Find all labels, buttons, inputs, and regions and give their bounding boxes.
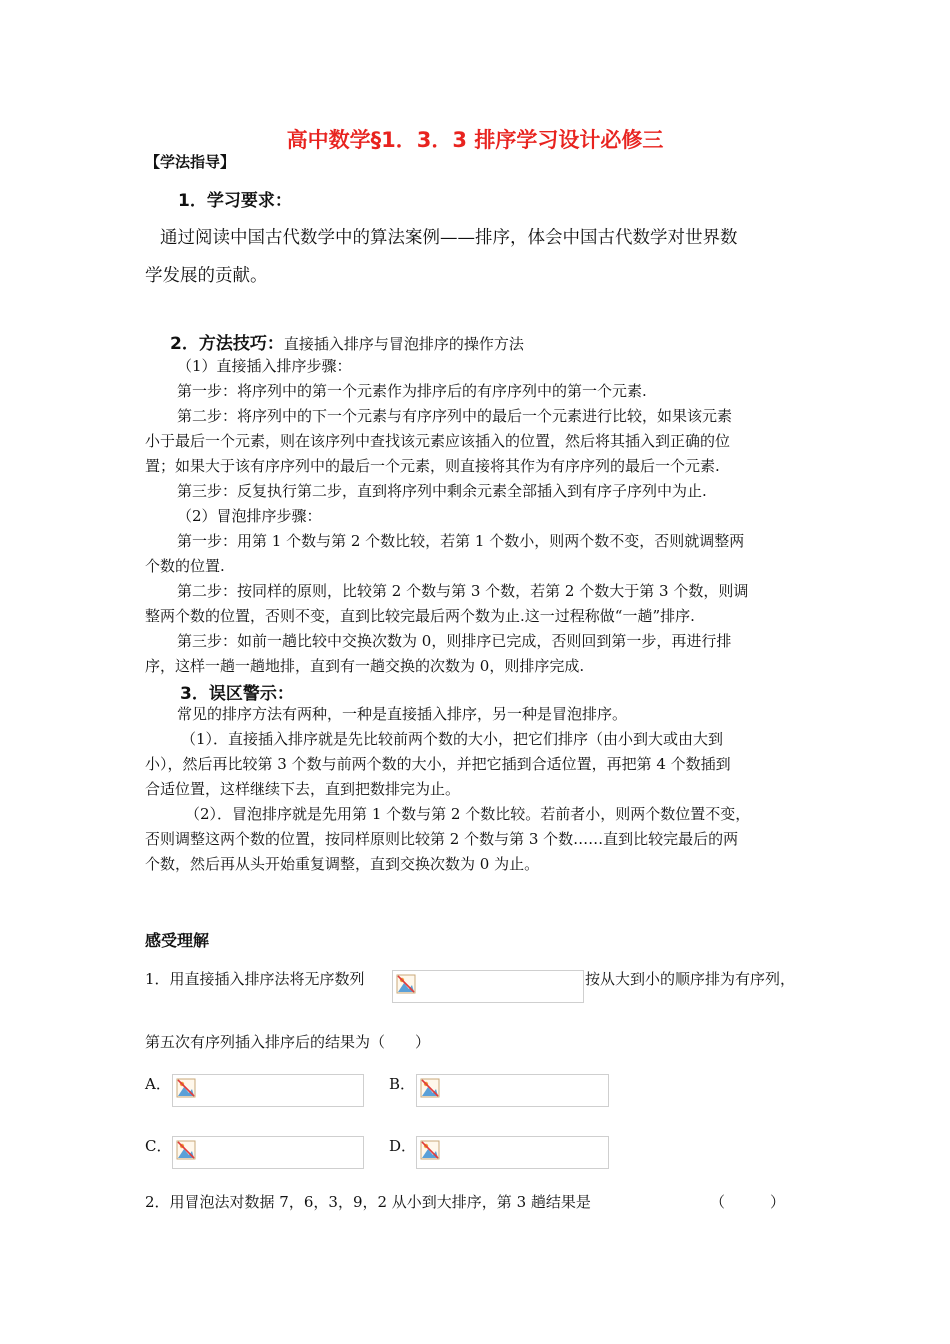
option-a-label: A． [145, 1075, 171, 1093]
text-line: 序，这样一趟一趟地排，直到有一趟交换的次数为 0，则排序完成. [145, 657, 585, 675]
method-heading: 2．方法技巧： [170, 334, 284, 354]
broken-image-icon [176, 1078, 196, 1098]
option-a-image[interactable] [172, 1074, 364, 1107]
question-1-line-2: 第五次有序列插入排序后的结果为（ ） [145, 1033, 431, 1051]
text-line: 小于最后一个元素，则在该序列中查找该元素应该插入的位置，然后将其插入到正确的位 [145, 432, 731, 450]
text-line: （2）．冒泡排序就是先用第 1 个数与第 2 个数比较。若前者小，则两个数位置不变， [185, 805, 751, 823]
broken-image-icon [396, 974, 416, 994]
text-line: （2）冒泡排序步骤： [177, 507, 322, 525]
learning-requirements-text [145, 219, 810, 295]
broken-image-icon [420, 1140, 440, 1160]
question-1-prefix: 1．用直接插入排序法将无序数列 [145, 970, 365, 988]
option-b-image[interactable] [416, 1074, 609, 1107]
option-c-image[interactable] [172, 1136, 364, 1169]
option-b-label: B． [389, 1075, 416, 1093]
practice-heading: 感受理解 [145, 931, 210, 950]
text-line: 第二步：按同样的原则，比较第 2 个数与第 3 个数，若第 2 个数大于第 3 个数，则调 [177, 582, 749, 600]
method-steps [145, 354, 810, 679]
text-line: 否则调整这两个数的位置，按同样原则比较第 2 个数与第 3 个数……直到比较完最后的两 [145, 830, 739, 848]
text-line: 个数，然后再从头开始重复调整，直到交换次数为 0 为止。 [145, 855, 540, 873]
text-line: 第一步：将序列中的第一个元素作为排序后的有序序列中的第一个元素. [177, 382, 647, 400]
option-c-label: C． [145, 1137, 172, 1155]
text-line: 个数的位置. [145, 557, 225, 575]
section-label: 【学法指导】 [145, 153, 236, 171]
text-line: 置；如果大于该有序序列中的最后一个元素，则直接将其作为有序序列的最后一个元素. [145, 457, 720, 475]
text-line: 通过阅读中国古代数学中的算法案例——排序，体会中国古代数学对世界数 [160, 228, 738, 248]
method-heading-row [170, 329, 524, 354]
question-1-sequence-image [392, 970, 584, 1003]
text-line: （1）．直接插入排序就是先比较前两个数的大小，把它们排序（由小到大或由大到 [181, 730, 724, 748]
option-d-image[interactable] [416, 1136, 609, 1169]
text-line: 第二步：将序列中的下一个元素与有序序列中的最后一个元素进行比较，如果该元素 [177, 407, 733, 425]
question-1-suffix: 按从大到小的顺序排为有序列， [585, 970, 796, 988]
text-line: 小），然后再比较第 3 个数与前两个数的大小，并把它插到合适位置，再把第 4 个数插到 [145, 755, 731, 773]
text-line: 整两个数的位置，否则不变，直到比较完最后两个数为止.这一过程称做“一趟”排序. [145, 607, 695, 625]
text-line: 常见的排序方法有两种，一种是直接插入排序，另一种是冒泡排序。 [177, 705, 628, 723]
text-line: （1）直接插入排序步骤： [177, 357, 352, 375]
broken-image-icon [176, 1140, 196, 1160]
text-line: 学发展的贡献。 [145, 266, 268, 286]
document-title: 高中数学§1．3．3 排序学习设计必修三 [286, 128, 664, 152]
option-d-label: D． [389, 1137, 417, 1155]
broken-image-icon [420, 1078, 440, 1098]
text-line: 第一步：用第 1 个数与第 2 个数比较，若第 1 个数小，则两个数不变，否则就调整两 [177, 532, 745, 550]
question-2: 2．用冒泡法对数据 7，6，3，9，2 从小到大排序，第 3 趟结果是 [145, 1193, 591, 1211]
text-line: 第三步：如前一趟比较中交换次数为 0，则排序已完成，否则回到第一步，再进行排 [177, 632, 732, 650]
text-line: 第三步：反复执行第二步，直到将序列中剩余元素全部插入到有序子序列中为止. [177, 482, 707, 500]
learning-requirements-heading: 1．学习要求： [178, 191, 292, 211]
pitfalls-heading: 3．误区警示： [180, 684, 294, 704]
question-2-answer-blank: （ ） [710, 1193, 786, 1211]
pitfalls-text [145, 702, 810, 877]
method-heading-tail: 直接插入排序与冒泡排序的操作方法 [283, 335, 524, 353]
text-line: 合适位置，这样继续下去，直到把数排完为止。 [145, 780, 461, 798]
